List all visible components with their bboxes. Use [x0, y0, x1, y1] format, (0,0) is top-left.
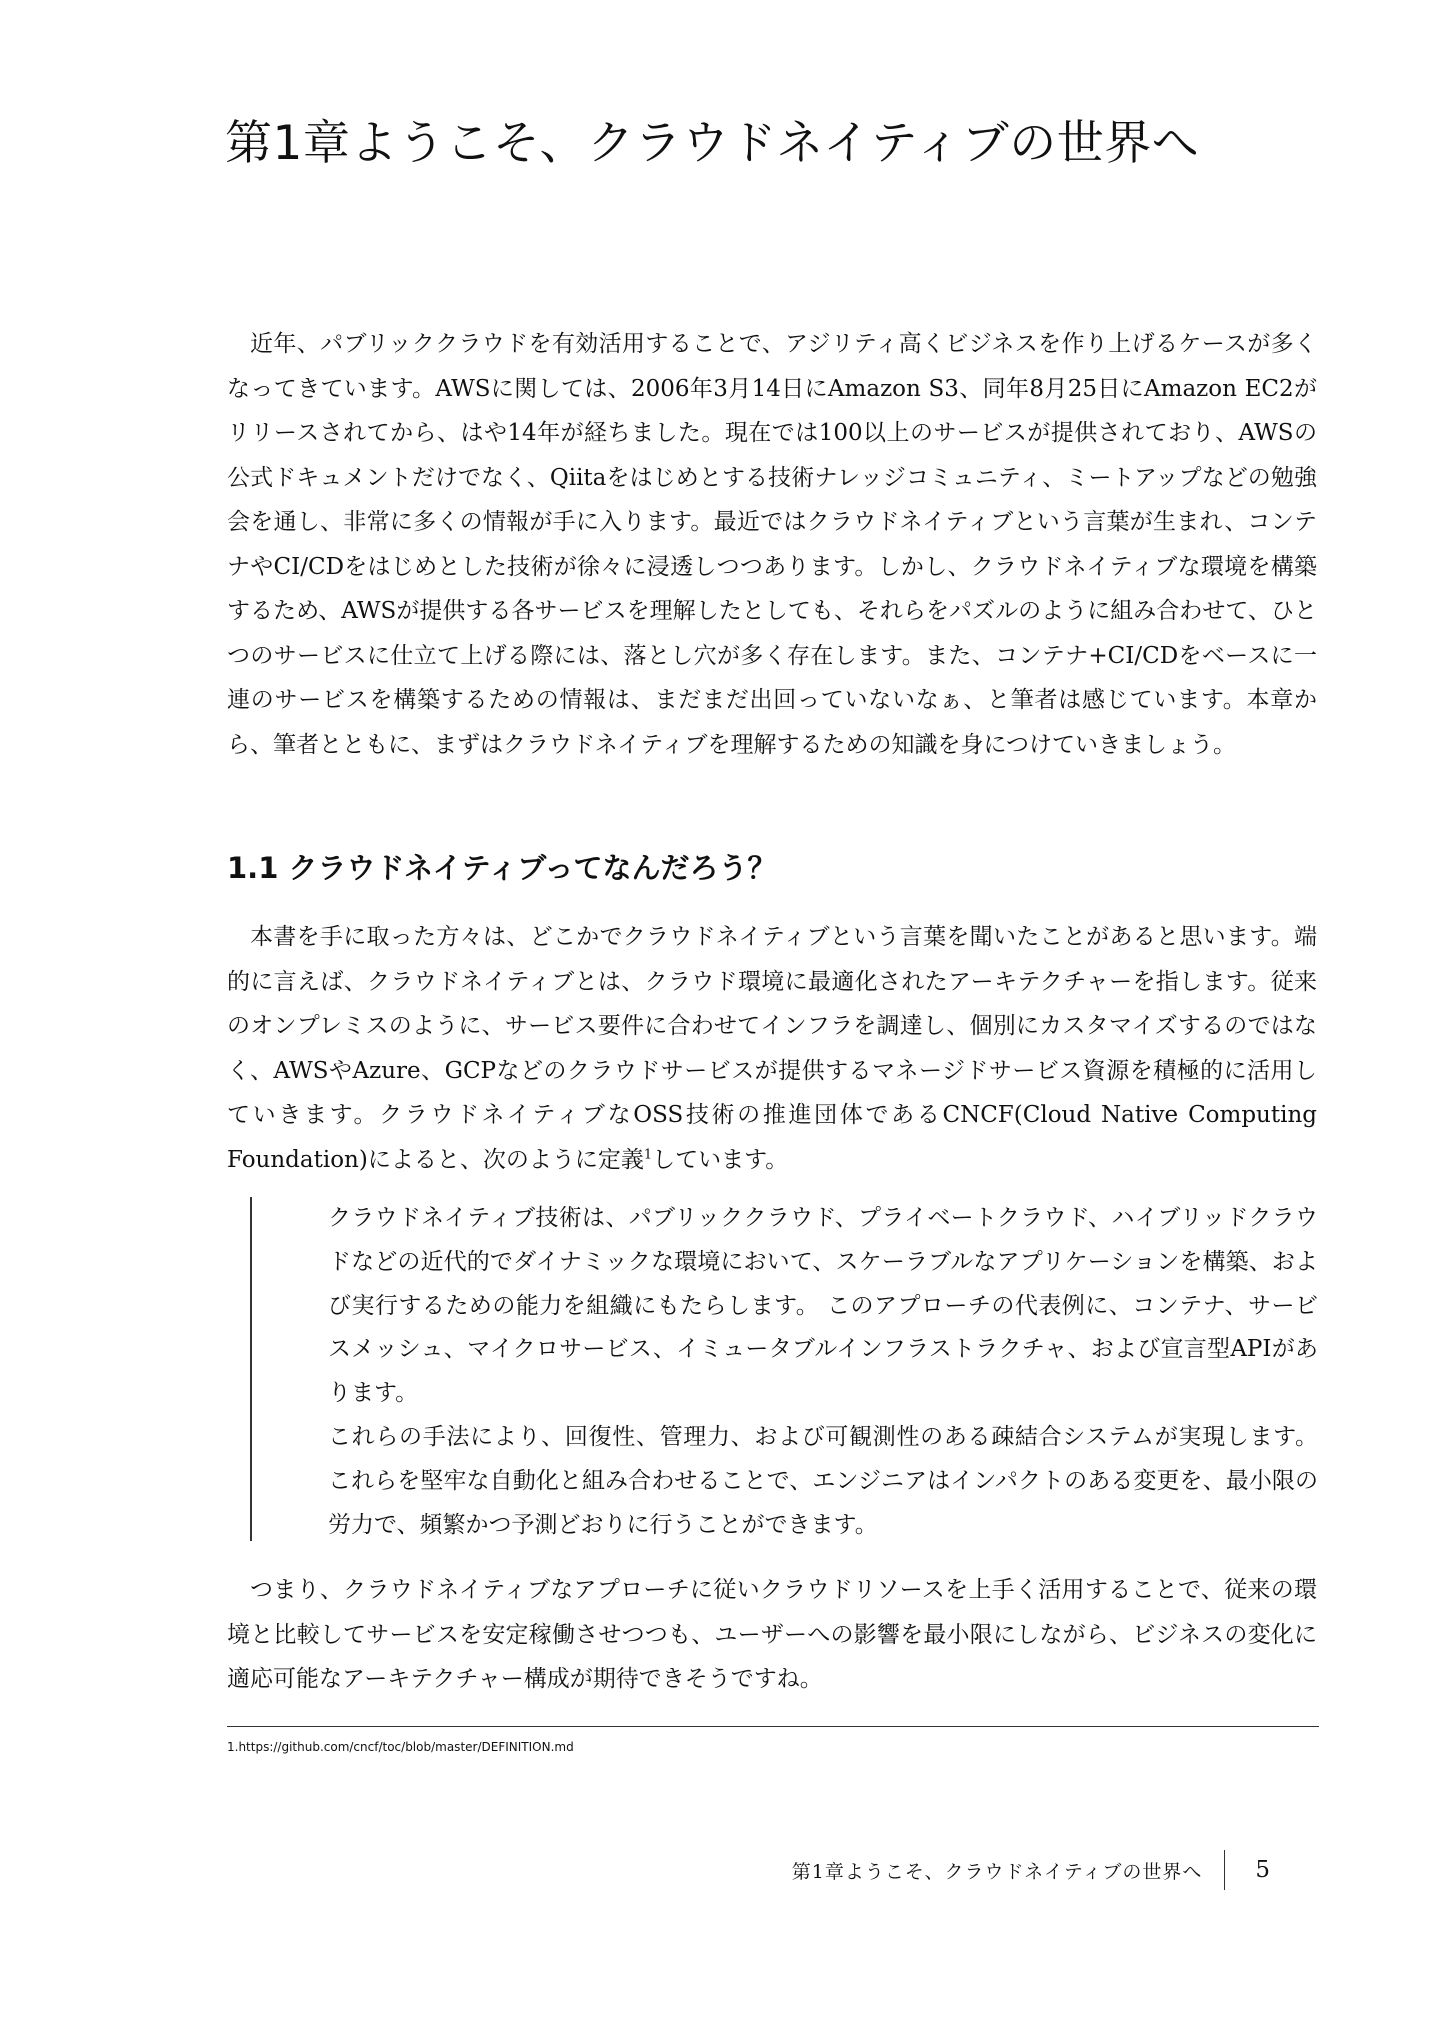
closing-paragraph: つまり、クラウドネイティブなアプローチに従いクラウドリソースを上手く活用することで、従来の環境と比較してサービスを安定稼働させつつも、ユーザーへの影響を最小限にしながら、ビジネスの変化に適応可能なアーキテクチャー構成が期待できそうですね。: [227, 1577, 1317, 1692]
footnote-reference[interactable]: 1: [643, 1146, 653, 1162]
blockquote-paragraph-1: クラウドネイティブ技術は、パブリッククラウド、プライベートクラウド、ハイブリッドクラウドなどの近代的でダイナミックな環境において、スケーラブルなアプリケーションを構築、および実行するための能力を組織にもたらします。 このアプローチの代表例に、コンテナ、サービスメッシュ、マイクロサービス、イミュータブルインフラストラクチャ、および宣言型APIがあります。: [328, 1205, 1318, 1407]
definition-paragraph-tail: しています。: [652, 1146, 789, 1173]
chapter-title: 第1章ようこそ、クラウドネイティブの世界へ: [225, 116, 1200, 171]
cncf-definition-blockquote: [250, 1197, 1320, 1541]
running-footer: [792, 1853, 1270, 1887]
footnote-text[interactable]: 1.https://github.com/cncf/toc/blob/master/DEFINITION.md: [227, 1740, 574, 1754]
blockquote-paragraph-2: これらの手法により、回復性、管理力、および可観測性のある疎結合システムが実現します。 これらを堅牢な自動化と組み合わせることで、エンジニアはインパクトのある変更を、最小限の労力で、頻繁かつ予測どおりに行うことができます。: [328, 1423, 1318, 1538]
blockquote-text: [328, 1197, 1318, 1547]
footer-divider: [1224, 1850, 1225, 1890]
running-footer-title: 第1章ようこそ、クラウドネイティブの世界へ: [791, 1860, 1203, 1883]
definition-paragraph-text: 本書を手に取った方々は、どこかでクラウドネイティブという言葉を聞いたことがあると思います。端的に言えば、クラウドネイティブとは、クラウド環境に最適化されたアーキテクチャーを指します。従来のオンプレミスのように、サービス要件に合わせてインフラを調達し、個別にカスタマイズするのではなく、AWSやAzure、GCPなどのクラウドサービスが提供するマネージドサービス資源を積極的に活用していきます。クラウドネイティブなOSS技術の推進団体であるCNCF(Cloud Native Computing Foundation)によると、次のように定義: [227, 924, 1317, 1173]
definition-paragraph: [227, 915, 1317, 1182]
page-number: 5: [1255, 1857, 1270, 1883]
section-heading: 1.1 クラウドネイティブってなんだろう？: [227, 851, 777, 885]
footnote-divider: [227, 1726, 1319, 1727]
intro-paragraph: 近年、パブリッククラウドを有効活用することで、アジリティ高くビジネスを作り上げるケースが多くなってきています。AWSに関しては、2006年3月14日にAmazon S3、同年8月25日にAmazon EC2がリリースされてから、はや14年が経ちました。現在では100以上のサービスが提供されており、AWSの公式ドキュメントだけでなく、Qiitaをはじめとする技術ナレッジコミュニティ、ミートアップなどの勉強会を通し、非常に多くの情報が手に入ります。最近ではクラウドネイティブという言葉が生まれ、コンテナやCI/CDをはじめとした技術が徐々に浸透しつつあります。しかし、クラウドネイティブな環境を構築するため、AWSが提供する各サービスを理解したとしても、それらをパズルのように組み合わせて、ひとつのサービスに仕立て上げる際には、落とし穴が多く存在します。また、コンテナ+CI/CDをベースに一連のサービスを構築するための情報は、まだまだ出回っていないなぁ、と筆者は感じています。本章から、筆者とともに、まずはクラウドネイティブを理解するための知識を身につけていきましょう。: [227, 331, 1317, 758]
